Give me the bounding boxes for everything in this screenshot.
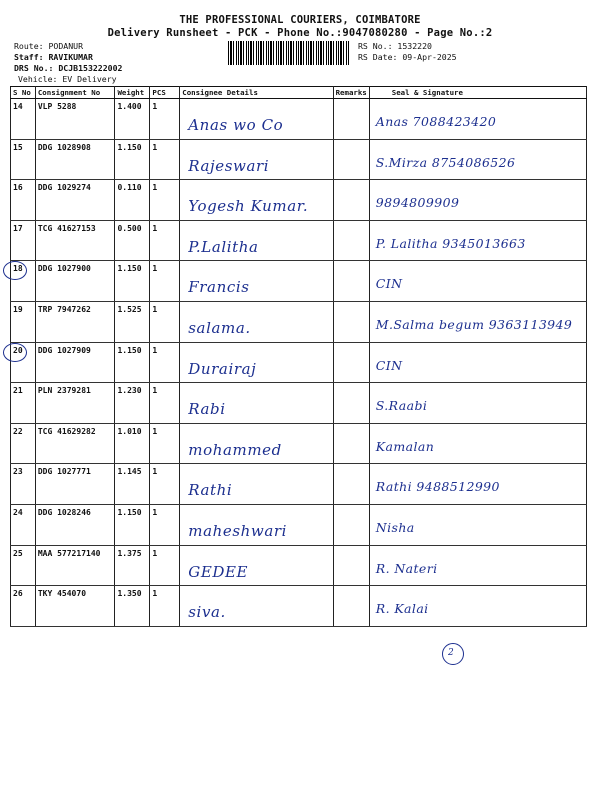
cell-weight [115,261,150,302]
handwritten-consignee: Rathi [188,481,233,500]
cell-weight [115,220,150,261]
cell-remarks [333,423,369,464]
cell-sno-text: 15 [13,142,23,152]
table-row [11,261,587,302]
cell-consignment [35,504,115,545]
cell-consignment [35,383,115,424]
handwritten-consignee: Rajeswari [188,156,270,175]
cell-sno [11,99,36,140]
cell-consignment-text: TRP 7947262 [37,304,91,314]
cell-weight [115,342,150,383]
cell-consignment [35,342,115,383]
cell-consignment-text: DDG 1029274 [37,183,91,193]
page-mark: 2 [442,643,464,665]
cell-weight [115,99,150,140]
cell-pcs-text: 1 [152,142,158,152]
cell-weight-text: 1.150 [117,142,142,152]
cell-sno-text: 25 [13,548,23,558]
table-row [11,545,587,586]
table-row [11,586,587,627]
cell-weight-text: 1.150 [117,264,142,274]
route-label: Route: PODANUR [14,41,84,51]
table-row [11,139,587,180]
cell-consignee [180,261,333,302]
cell-sno [11,139,36,180]
cell-weight-text: 1.145 [117,467,142,477]
cell-sno [11,586,36,627]
cell-sno-text: 20 [13,345,23,355]
cell-weight-text: 1.010 [117,426,142,436]
drs-label: DRS No.: DCJB153222002 [14,63,123,73]
handwritten-consignee: maheshwari [188,521,288,540]
table-row [11,180,587,221]
cell-weight-text: 1.375 [117,548,142,558]
vehicle-label: Vehicle: EV Delivery [18,74,117,84]
cell-pcs [150,180,180,221]
cell-consignment-text: DDG 1028908 [37,142,91,152]
cell-sno [11,464,36,505]
cell-weight [115,383,150,424]
handwritten-signature: 9894809909 [375,195,460,211]
cell-sno-text: 26 [13,589,23,599]
col-remarks: Remarks [333,87,369,99]
col-weight: Weight [115,87,150,99]
cell-pcs-text: 1 [152,386,158,396]
cell-sno-text: 19 [13,304,23,314]
cell-consignment [35,464,115,505]
table-row [11,220,587,261]
cell-sno-text: 17 [13,223,23,233]
cell-pcs-text: 1 [152,345,158,355]
cell-consignment [35,139,115,180]
cell-pcs [150,504,180,545]
cell-remarks [333,545,369,586]
cell-sno [11,504,36,545]
cell-consignment [35,423,115,464]
cell-signature [369,99,586,140]
cell-signature [369,301,586,342]
cell-signature [369,261,586,302]
cell-pcs-text: 1 [152,426,158,436]
cell-pcs-text: 1 [152,102,158,111]
cell-pcs [150,261,180,302]
handwritten-consignee: Yogesh Kumar. [188,197,309,216]
cell-signature [369,342,586,383]
handwritten-signature: Nisha [375,519,415,535]
cell-remarks [333,261,369,302]
cell-remarks [333,220,369,261]
cell-consignment-text: DDG 1027900 [37,264,91,274]
handwritten-consignee: Rabi [188,400,226,419]
cell-consignee [180,180,333,221]
cell-weight [115,423,150,464]
table-row [11,99,587,140]
handwritten-signature: Anas 7088423420 [375,114,497,129]
cell-signature [369,180,586,221]
cell-sno [11,342,36,383]
table-row [11,504,587,545]
cell-consignment-text: DDG 1028246 [37,507,91,517]
cell-weight [115,504,150,545]
cell-weight-text: 0.110 [117,183,142,193]
handwritten-signature: CIN [375,276,403,292]
cell-weight-text: 1.230 [117,386,142,396]
circle-mark [3,343,27,362]
handwritten-signature: S.Mirza 8754086526 [375,154,516,170]
cell-consignment-text: PLN 2379281 [37,386,91,396]
cell-consignee [180,342,333,383]
cell-pcs [150,383,180,424]
cell-weight-text: 1.150 [117,345,142,355]
col-sno: S No [11,87,36,99]
cell-consignee [180,464,333,505]
cell-consignee [180,220,333,261]
cell-remarks [333,301,369,342]
cell-signature [369,586,586,627]
cell-pcs [150,586,180,627]
staff-label: Staff: RAVIKUMAR [14,52,93,62]
cell-consignment-text: DDG 1027909 [37,345,91,355]
cell-remarks [333,180,369,221]
handwritten-signature: R. Nateri [375,560,438,576]
cell-consignee [180,99,333,140]
handwritten-consignee: GEDEE [188,562,249,581]
cell-weight-text: 1.150 [117,507,142,517]
cell-pcs [150,139,180,180]
cell-signature [369,545,586,586]
cell-sno [11,545,36,586]
cell-sno-text: 14 [13,102,23,111]
cell-consignment-text: TCG 41627153 [37,223,96,233]
table-row [11,342,587,383]
cell-pcs [150,301,180,342]
cell-consignment-text: TCG 41629282 [37,426,96,436]
cell-sno [11,383,36,424]
col-consignment: Consignment No [35,87,115,99]
cell-sno [11,261,36,302]
handwritten-signature: Rathi 9488512990 [375,479,500,495]
cell-sno-text: 23 [13,467,23,477]
handwritten-consignee: P.Lalitha [188,237,259,256]
rs-number: RS No.: 1532220 [358,41,432,51]
cell-consignment-text: VLP 5288 [37,102,77,111]
cell-remarks [333,139,369,180]
table-row [11,423,587,464]
cell-pcs-text: 1 [152,304,158,314]
cell-weight-text: 1.525 [117,304,142,314]
handwritten-consignee: siva. [188,603,226,622]
handwritten-signature: R. Kalai [375,601,429,617]
cell-pcs [150,464,180,505]
cell-consignment [35,261,115,302]
cell-weight-text: 0.500 [117,223,142,233]
circle-mark [3,261,27,280]
cell-remarks [333,342,369,383]
cell-pcs-text: 1 [152,548,158,558]
company-title: THE PROFESSIONAL COURIERS, COIMBATORE [179,14,421,26]
cell-remarks [333,504,369,545]
cell-consignee [180,301,333,342]
cell-weight [115,586,150,627]
cell-pcs [150,99,180,140]
cell-remarks [333,464,369,505]
table-row [11,464,587,505]
handwritten-consignee: mohammed [188,440,282,459]
cell-weight [115,139,150,180]
handwritten-signature: Kamalan [375,438,435,454]
runsheet-subtitle: Delivery Runsheet - PCK - Phone No.:9047080280 - Page No.:2 [107,27,493,39]
handwritten-signature: M.Salma begum 9363113949 [375,316,573,332]
cell-consignment [35,220,115,261]
cell-pcs-text: 1 [152,589,158,599]
cell-weight-text: 1.400 [117,102,142,111]
cell-consignment [35,301,115,342]
cell-sno [11,220,36,261]
cell-weight [115,180,150,221]
cell-remarks [333,383,369,424]
cell-weight [115,464,150,505]
cell-consignment [35,180,115,221]
handwritten-signature: CIN [375,357,403,373]
cell-consignment [35,545,115,586]
barcode [228,41,350,65]
handwritten-consignee: Durairaj [188,359,257,378]
cell-consignee [180,545,333,586]
cell-sno-text: 16 [13,183,23,193]
cell-weight [115,301,150,342]
cell-consignment [35,586,115,627]
cell-signature [369,423,586,464]
cell-consignee [180,139,333,180]
cell-pcs-text: 1 [152,223,158,233]
cell-sno [11,423,36,464]
cell-signature [369,504,586,545]
cell-sno-text: 21 [13,386,23,396]
cell-signature [369,383,586,424]
cell-signature [369,220,586,261]
rs-date: RS Date: 09-Apr-2025 [358,52,457,62]
cell-pcs [150,423,180,464]
cell-consignment-text: DDG 1027771 [37,467,91,477]
cell-signature [369,139,586,180]
cell-pcs [150,342,180,383]
cell-consignee [180,383,333,424]
cell-signature [369,464,586,505]
cell-consignment-text: TKY 454070 [37,589,87,599]
handwritten-signature: S.Raabi [375,398,428,414]
cell-weight [115,545,150,586]
cell-sno-text: 18 [13,264,23,274]
cell-consignee [180,586,333,627]
table-row [11,383,587,424]
cell-remarks [333,586,369,627]
col-signature: Seal & Signature [369,87,586,99]
col-pcs: PCS [150,87,180,99]
table-header [11,87,587,99]
cell-pcs [150,545,180,586]
handwritten-signature: P. Lalitha 9345013663 [375,235,526,251]
cell-consignee [180,423,333,464]
cell-weight-text: 1.350 [117,589,142,599]
cell-pcs-text: 1 [152,183,158,193]
cell-sno [11,301,36,342]
cell-sno [11,180,36,221]
runsheet-table [10,86,587,627]
cell-consignment [35,99,115,140]
cell-sno-text: 24 [13,507,23,517]
cell-pcs [150,220,180,261]
handwritten-consignee: Francis [188,278,250,297]
cell-consignment-text: MAA 577217140 [37,548,101,558]
handwritten-consignee: salama. [188,318,251,337]
cell-sno-text: 22 [13,426,23,436]
cell-consignee [180,504,333,545]
cell-pcs-text: 1 [152,264,158,274]
cell-remarks [333,99,369,140]
table-row [11,301,587,342]
cell-pcs-text: 1 [152,507,158,517]
col-consignee: Consignee Details [180,87,333,99]
handwritten-consignee: Anas wo Co [188,116,284,134]
cell-pcs-text: 1 [152,467,158,477]
